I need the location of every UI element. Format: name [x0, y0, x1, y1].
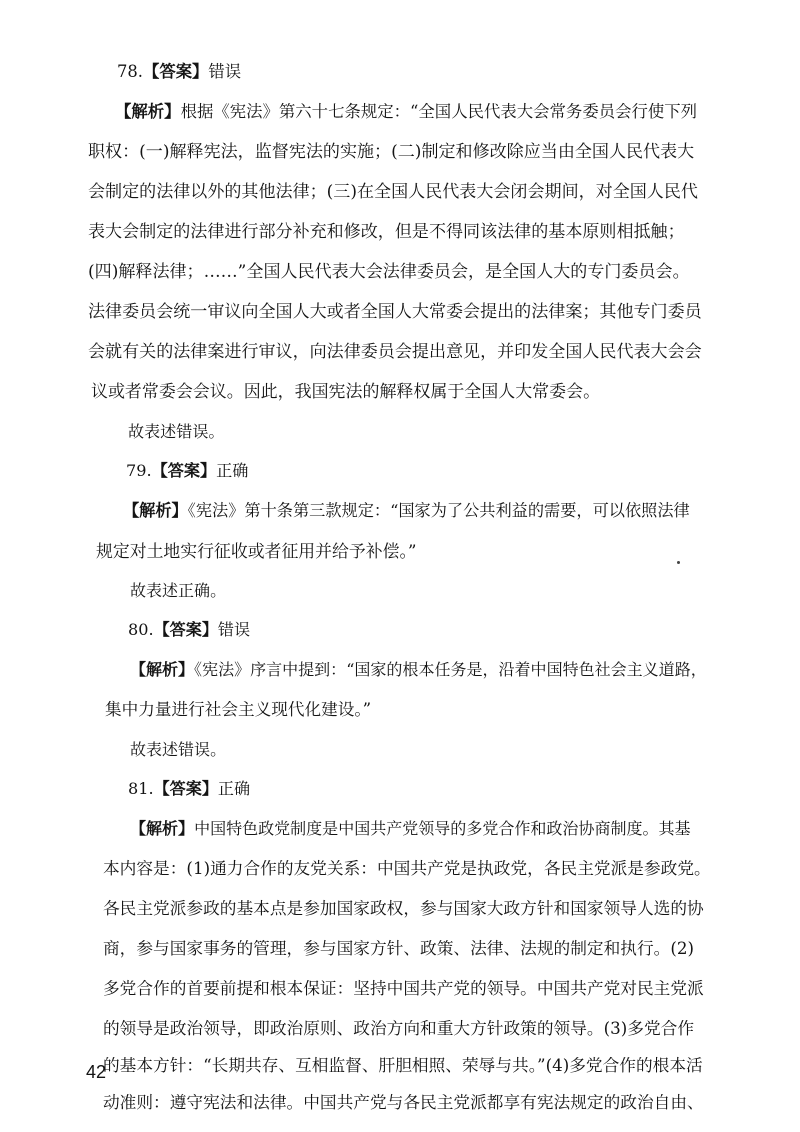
analysis-line: 商，参与国家事务的管理，参与国家方针、政策、法律、法规的制定和执行。(2): [103, 939, 695, 958]
analysis-tag: 【解析】: [130, 660, 195, 679]
answer-tag: 【答案】: [151, 461, 217, 480]
answer-tag: 【答案】: [153, 620, 218, 639]
item-number: 79.: [126, 461, 152, 480]
analysis-line: 的领导是政治领导，即政治原则、政治方向和重大方针政策的领导。(3)多党合作: [103, 1019, 695, 1038]
item-number: 81.: [128, 779, 154, 798]
conclusion-line: 故表述错误。: [130, 740, 227, 759]
item-79-analysis-line: [0, 497, 800, 525]
item-81-answer-line: [0, 775, 800, 803]
analysis-line: 动准则：遵守宪法和法律。中国共产党与各民主党派都享有宪法规定的政治自由、: [103, 1093, 704, 1112]
analysis-line: 表大会制定的法律进行部分补充和修改，但是不得同该法律的基本原则相抵触；: [88, 222, 685, 242]
speck-mark: [677, 561, 680, 564]
analysis-text: 中国特色政党制度是中国共产党领导的多党合作和政治协商制度。其基: [194, 819, 691, 838]
analysis-line: 多党合作的首要前提和根本保证：坚持中国共产党的领导。中国共产党对民主党派: [103, 979, 704, 998]
answer-tag: 【答案】: [153, 779, 218, 798]
analysis-text: 《宪法》序言中提到：“国家的根本任务是，沿着中国特色社会主义道路，: [194, 660, 707, 679]
item-78-answer-line: [0, 58, 800, 86]
analysis-line: 各民主党派参政的基本点是参加国家政权，参与国家大政方针和国家领导人选的协: [103, 899, 704, 918]
item-78-analysis-line: [0, 98, 800, 126]
answer-tag: 【答案】: [143, 62, 209, 81]
answer-value: 正确: [216, 461, 249, 480]
answer-value: 错误: [217, 620, 251, 639]
analysis-line: 议或者常委会会议。因此，我国宪法的解释权属于全国人大常委会。: [91, 382, 601, 402]
conclusion-line: 故表述错误。: [128, 422, 225, 441]
item-81-analysis-line: [0, 815, 800, 843]
analysis-line: 集中力量进行社会主义现代化建设。”: [105, 700, 372, 719]
analysis-line: 法律委员会统一审议向全国人大或者全国人大常委会提出的法律案；其他专门委员: [88, 302, 702, 322]
analysis-line: (四)解释法律；……”全国人民代表大会法律委员会，是全国人大的专门委员会。: [88, 262, 690, 282]
analysis-line: 规定对土地实行征收或者征用并给予补偿。”: [96, 541, 417, 561]
analysis-text: 《宪法》第十条第三款规定：“国家为了公共利益的需要，可以依照法律: [187, 501, 690, 520]
answer-value: 正确: [217, 779, 251, 798]
analysis-line: 本内容是：(1)通力合作的友党关系：中国共产党是执政党，各民主党派是参政党。: [103, 859, 711, 878]
item-number: 78.: [117, 62, 143, 81]
analysis-tag: 【解析】: [123, 501, 188, 520]
item-79-answer-line: [0, 457, 800, 485]
analysis-tag: 【解析】: [115, 102, 181, 121]
conclusion-line: 故表述正确。: [130, 581, 227, 600]
analysis-line: 的基本方针：“长期共存、互相监督、肝胆相照、荣辱与共。”(4)多党合作的根本活: [103, 1056, 703, 1075]
analysis-line: 会制定的法律以外的其他法律；(三)在全国人民代表大会闭会期间，对全国人民代: [88, 182, 698, 202]
item-80-analysis-line: [0, 656, 800, 684]
page-number: 42: [86, 1062, 107, 1082]
item-80-answer-line: [0, 616, 800, 644]
answer-value: 错误: [208, 62, 242, 81]
analysis-tag: 【解析】: [130, 819, 195, 838]
item-number: 80.: [128, 620, 154, 639]
analysis-line: 会就有关的法律案进行审议，向法律委员会提出意见，并印发全国人民代表大会会: [88, 342, 702, 362]
analysis-line: 职权：(一)解释宪法，监督宪法的实施；(二)制定和修改除应当由全国人民代表大: [88, 142, 695, 162]
analysis-text: 根据《宪法》第六十七条规定：“全国人民代表大会常务委员会行使下列: [180, 102, 698, 121]
